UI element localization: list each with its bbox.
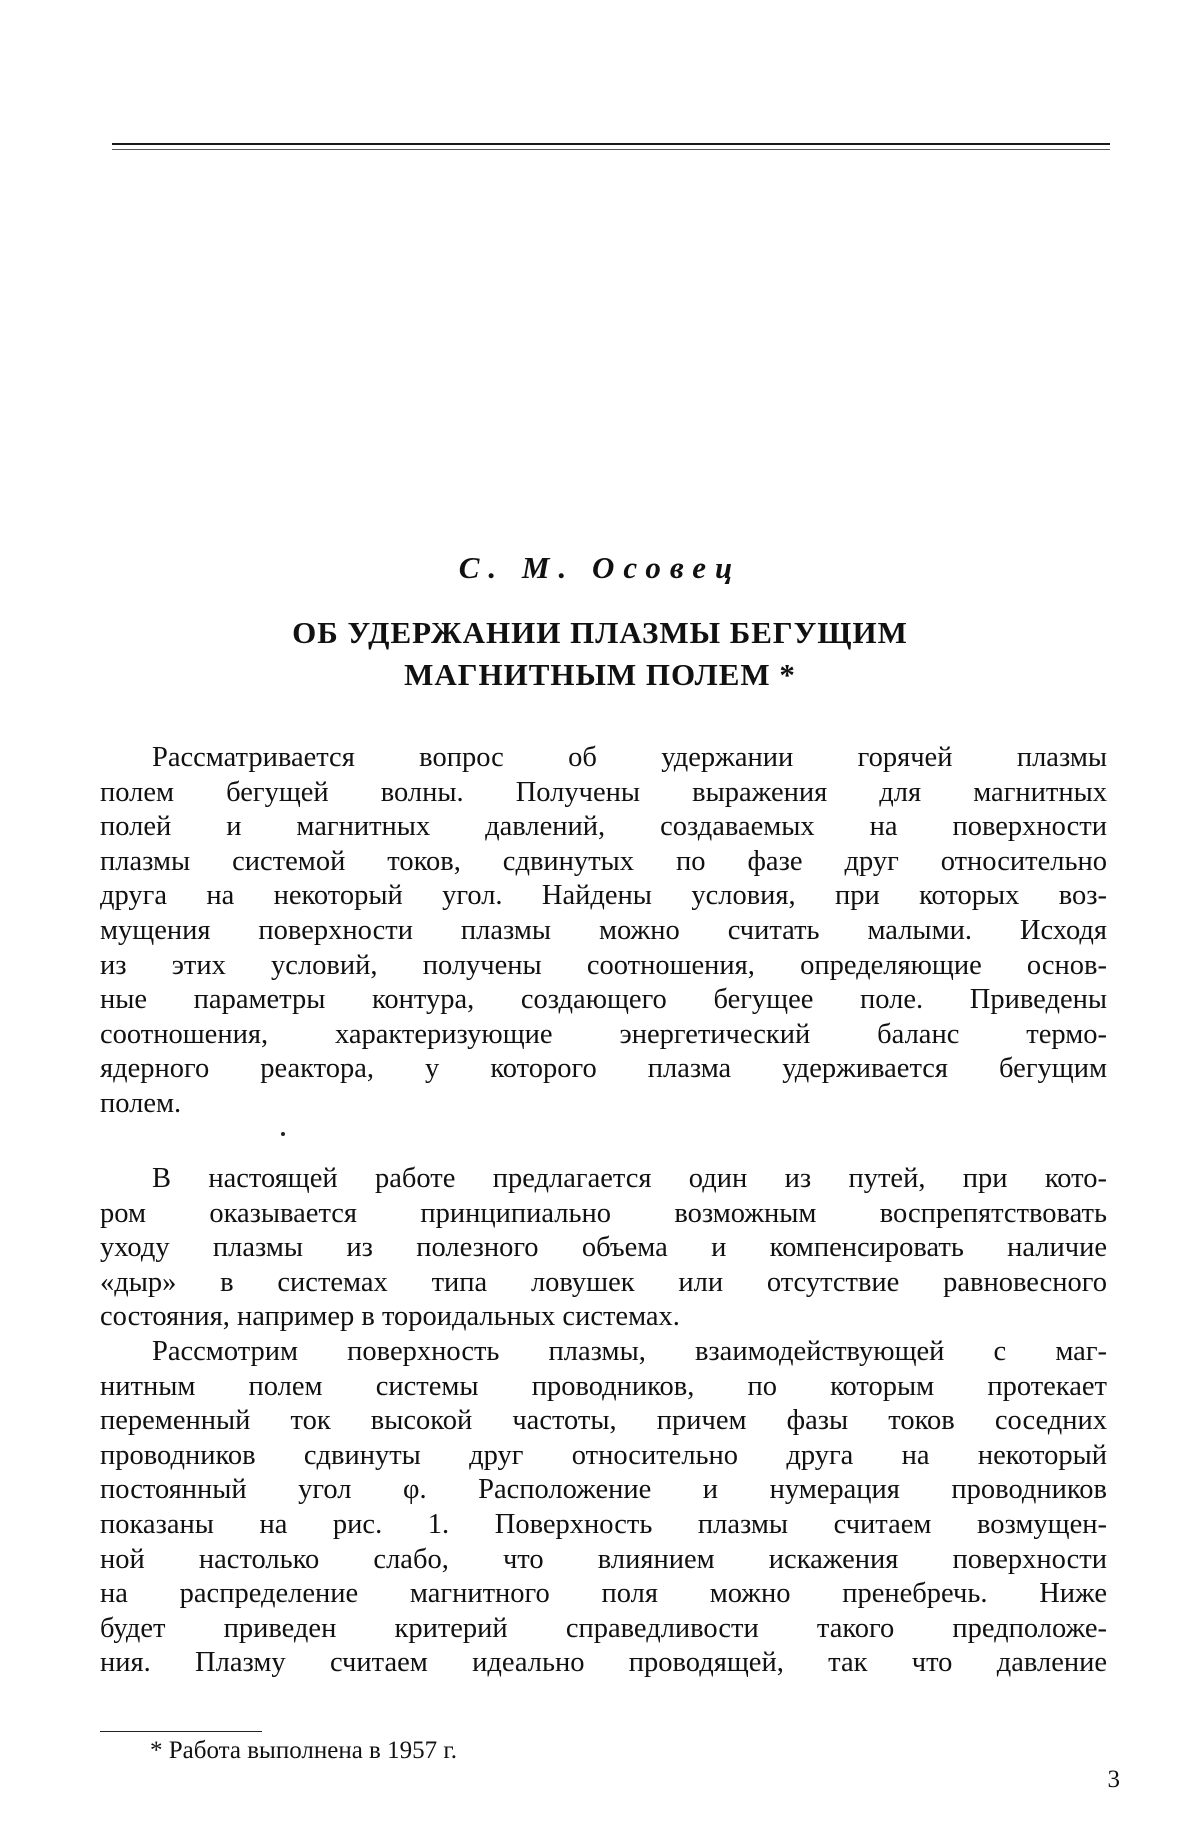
author-name: С. М. Осовец <box>458 550 742 585</box>
paragraph-1-line: «дыр» в системах типа ловушек или отсутствие равновесного <box>100 1266 1107 1298</box>
title-line-1: ОБ УДЕРЖАНИИ ПЛАЗМЫ БЕГУЩИМ <box>292 615 908 650</box>
abstract-line: мущения поверхности плазмы можно считать малыми. Исходя <box>100 914 1107 946</box>
paragraph-1-line: ром оказывается принципиально возможным воспрепятствовать <box>100 1197 1107 1229</box>
paragraph-1-line: уходу плазмы из полезного объема и компенсировать наличие <box>100 1232 1107 1264</box>
abstract-line: ядерного реактора, у которого плазма удерживается бегущим <box>100 1053 1107 1085</box>
paragraph-2-line: переменный ток высокой частоты, причем фазы токов соседних <box>100 1405 1107 1437</box>
paragraph-2-line: нитным полем системы проводников, по которым протекает <box>100 1370 1107 1402</box>
abstract-line: полей и магнитных давлений, создаваемых на поверхности <box>100 811 1107 843</box>
paragraph-2-line: будет приведен критерий справедливости такого предположе- <box>100 1612 1107 1644</box>
abstract-line: Рассматривается вопрос об удержании горячей плазмы <box>152 742 1107 773</box>
abstract-line: полем. <box>100 1087 182 1119</box>
abstract-line: плазмы системой токов, сдвинутых по фазе друг относительно <box>100 845 1107 877</box>
page-number: 3 <box>1107 1766 1120 1793</box>
print-speck <box>281 1132 285 1136</box>
paragraph-2-line: на распределение магнитного поля можно пренебречь. Ниже <box>100 1578 1107 1610</box>
header-rule-thin <box>112 149 1110 150</box>
paragraph-2-line: ния. Плазму считаем идеально проводящей, так что давление <box>100 1647 1107 1679</box>
paragraph-2-line: показаны на рис. 1. Поверхность плазмы считаем возмущен- <box>100 1508 1107 1540</box>
footnote: * Работа выполнена в 1957 г. <box>150 1737 458 1764</box>
abstract-line: соотношения, характеризующие энергетический баланс термо- <box>100 1018 1107 1050</box>
title-line-2: МАГНИТНЫМ ПОЛЕМ * <box>404 657 796 692</box>
paragraph-2-line: проводников сдвинуты друг относительно друга на некоторый <box>100 1439 1107 1471</box>
paragraph-1-line: В настоящей работе предлагается один из путей, при кото- <box>152 1163 1107 1194</box>
abstract-line: друга на некоторый угол. Найдены условия, при которых воз- <box>100 880 1107 912</box>
abstract-line: ные параметры контура, создающего бегущее поле. Приведены <box>100 984 1107 1016</box>
article-title <box>150 612 1050 696</box>
header-rule <box>112 143 1110 145</box>
abstract-line: из этих условий, получены соотношения, определяющие основ- <box>100 949 1107 981</box>
body-text <box>100 1162 1107 1681</box>
abstract <box>100 741 1107 1122</box>
paragraph-2-line: постоянный угол φ. Расположение и нумерация проводников <box>100 1474 1107 1506</box>
abstract-line: полем бегущей волны. Получены выражения для магнитных <box>100 776 1107 808</box>
footnote-rule <box>100 1731 262 1732</box>
paragraph-1-line: состояния, например в тороидальных системах. <box>100 1301 680 1333</box>
paragraph-2-line: ной настолько слабо, что влиянием искажения поверхности <box>100 1543 1107 1575</box>
paragraph-2-line: Рассмотрим поверхность плазмы, взаимодействующей с маг- <box>152 1335 1107 1367</box>
